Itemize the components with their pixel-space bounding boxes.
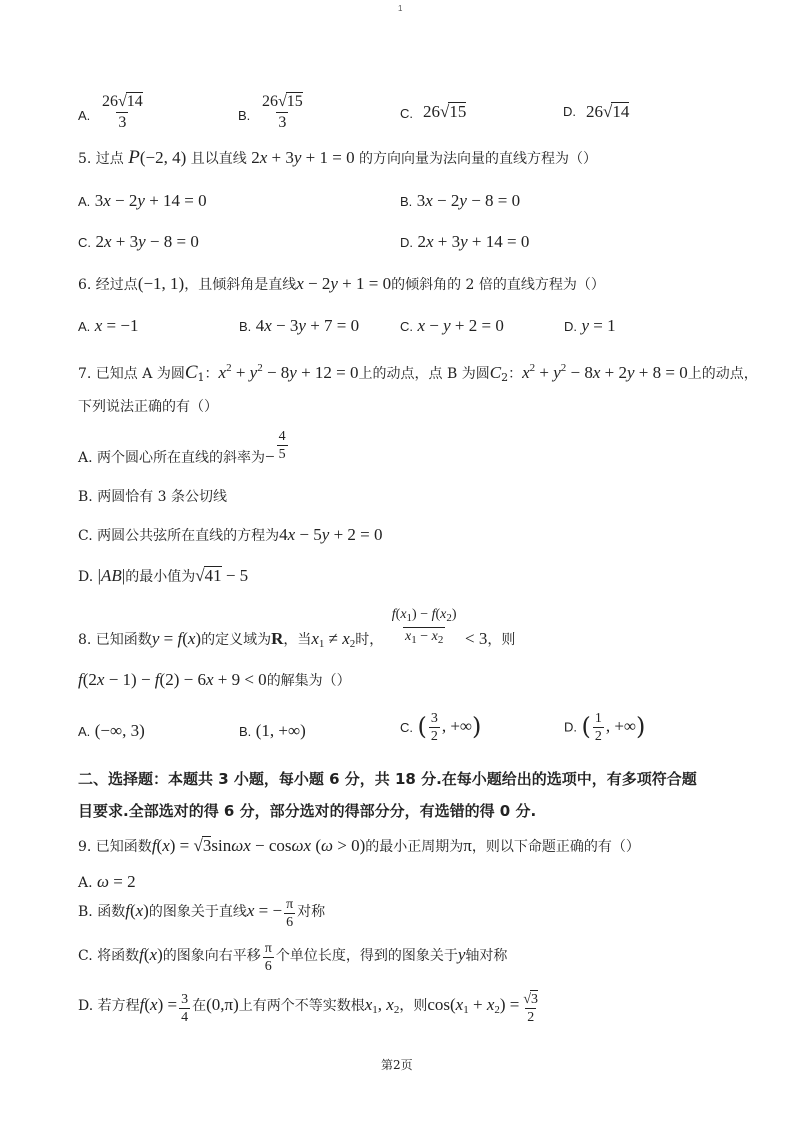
q4-option-b: $\frac{26√15}{3}$	[262, 93, 303, 131]
q8-option-c: C. ( $\frac{3}{2}$ , +∞)	[400, 711, 482, 744]
q4-option-a-label: A.	[78, 108, 91, 123]
q7-stem-line2: 下列说法正确的有（）	[78, 399, 218, 415]
q4-option-b-label: B.	[238, 108, 251, 123]
q8-option-a: A. (−∞, 3)	[78, 721, 145, 740]
top-mark: 1	[398, 4, 403, 13]
q6-option-b: B. 4x − 3y + 7 = 0	[239, 316, 360, 335]
q9-option-b: B. 函数f(x)的图象关于直线x = − $\frac{\pi}{6}$ 对称	[78, 897, 326, 930]
q6-stem: 6. 经过点(−1, 1)，且倾斜角是直线x − 2y + 1 = 0的倾斜角的 2 倍的直线方程为（）	[78, 274, 605, 293]
q4-option-c: 26√15	[423, 102, 467, 121]
q6-option-d: D. y = 1	[564, 316, 616, 335]
section2-title-line2: 目要求.全部选对的得 6 分，部分选对的得部分分，有选错的得 0 分.	[78, 802, 537, 820]
q6-option-c: C. x − y + 2 = 0	[400, 316, 504, 335]
q9-option-a: A. ω = 2	[78, 872, 136, 891]
q8-stem: 8. 已知函数y = f(x)的定义域为R，当$x_1 \ne x_2$时， $\frac{f(x_1) - f(x_2)}{x_1 - x_2}$ < 3，则	[78, 607, 516, 650]
q9-option-c: C. 将函数f(x)的图象向右平移 $\frac{\pi}{6}$ 个单位长度，得到的图象关于y轴对称	[78, 941, 508, 974]
q4-option-d: 26√14	[586, 102, 630, 121]
q9-option-d: D. 若方程f(x) = $\frac{3}{4}$ 在(0,π)上有两个不等实数根$x_1$, $x_2$，则$\cos(x_1 + x_2)$ = $\frac{√3}{2}$	[78, 991, 539, 1025]
q7-option-b: B. 两圆恰有 3 条公切线	[78, 489, 227, 505]
q5-option-a: A. 3x − 2y + 14 = 0	[78, 191, 207, 210]
q4-option-a: $\frac{26√14}{3}$	[102, 93, 143, 131]
q5-option-d: D. 2x + 3y + 14 = 0	[400, 232, 530, 251]
q5-stem: 5. 过点 P(−2, 4) 且以直线 2x + 3y + 1 = 0 的方向向量为法向量的直线方程为（）	[78, 147, 598, 168]
q4-option-d-label: D.	[563, 104, 576, 119]
q8-option-d: D. ( $\frac{1}{2}$ , +∞)	[564, 711, 646, 744]
page-number: 第2页	[381, 1058, 413, 1072]
q7-option-a: A. 两个圆心所在直线的斜率为− $\frac{4}{5}$	[78, 429, 286, 466]
q4-option-c-label: C.	[400, 106, 413, 121]
q5-option-c: C. 2x + 3y − 8 = 0	[78, 232, 199, 251]
q7-stem: 7. 已知点 A 为圆$C_1$：$x^2 + y^2 - 8y + 12 = 0$上的动点，点 B 为圆$C_2$：$x^2 + y^2 - 8x + 2y + 8 = 0$上的动点，	[78, 362, 758, 384]
q5-option-b: B. 3x − 2y − 8 = 0	[400, 191, 521, 210]
q7-option-c: C. 两圆公共弦所在直线的方程为4x − 5y + 2 = 0	[78, 525, 383, 544]
q6-option-a: A. x = −1	[78, 316, 139, 335]
q8-stem-line2: f(2x − 1) − f(2) − 6x + 9 < 0的解集为（）	[78, 670, 351, 689]
q7-option-d: D. |AB|的最小值为√41 − 5	[78, 566, 249, 585]
q8-option-b: B. (1, +∞)	[239, 721, 306, 740]
q9-stem: 9. 已知函数f(x) = √3sinωx − cosωx (ω > 0)的最小正周期为π，则以下命题正确的有（）	[78, 836, 640, 855]
section2-title-line1: 二、选择题：本题共 3 小题，每小题 6 分，共 18 分.在每小题给出的选项中，有多项符合题	[78, 770, 697, 788]
